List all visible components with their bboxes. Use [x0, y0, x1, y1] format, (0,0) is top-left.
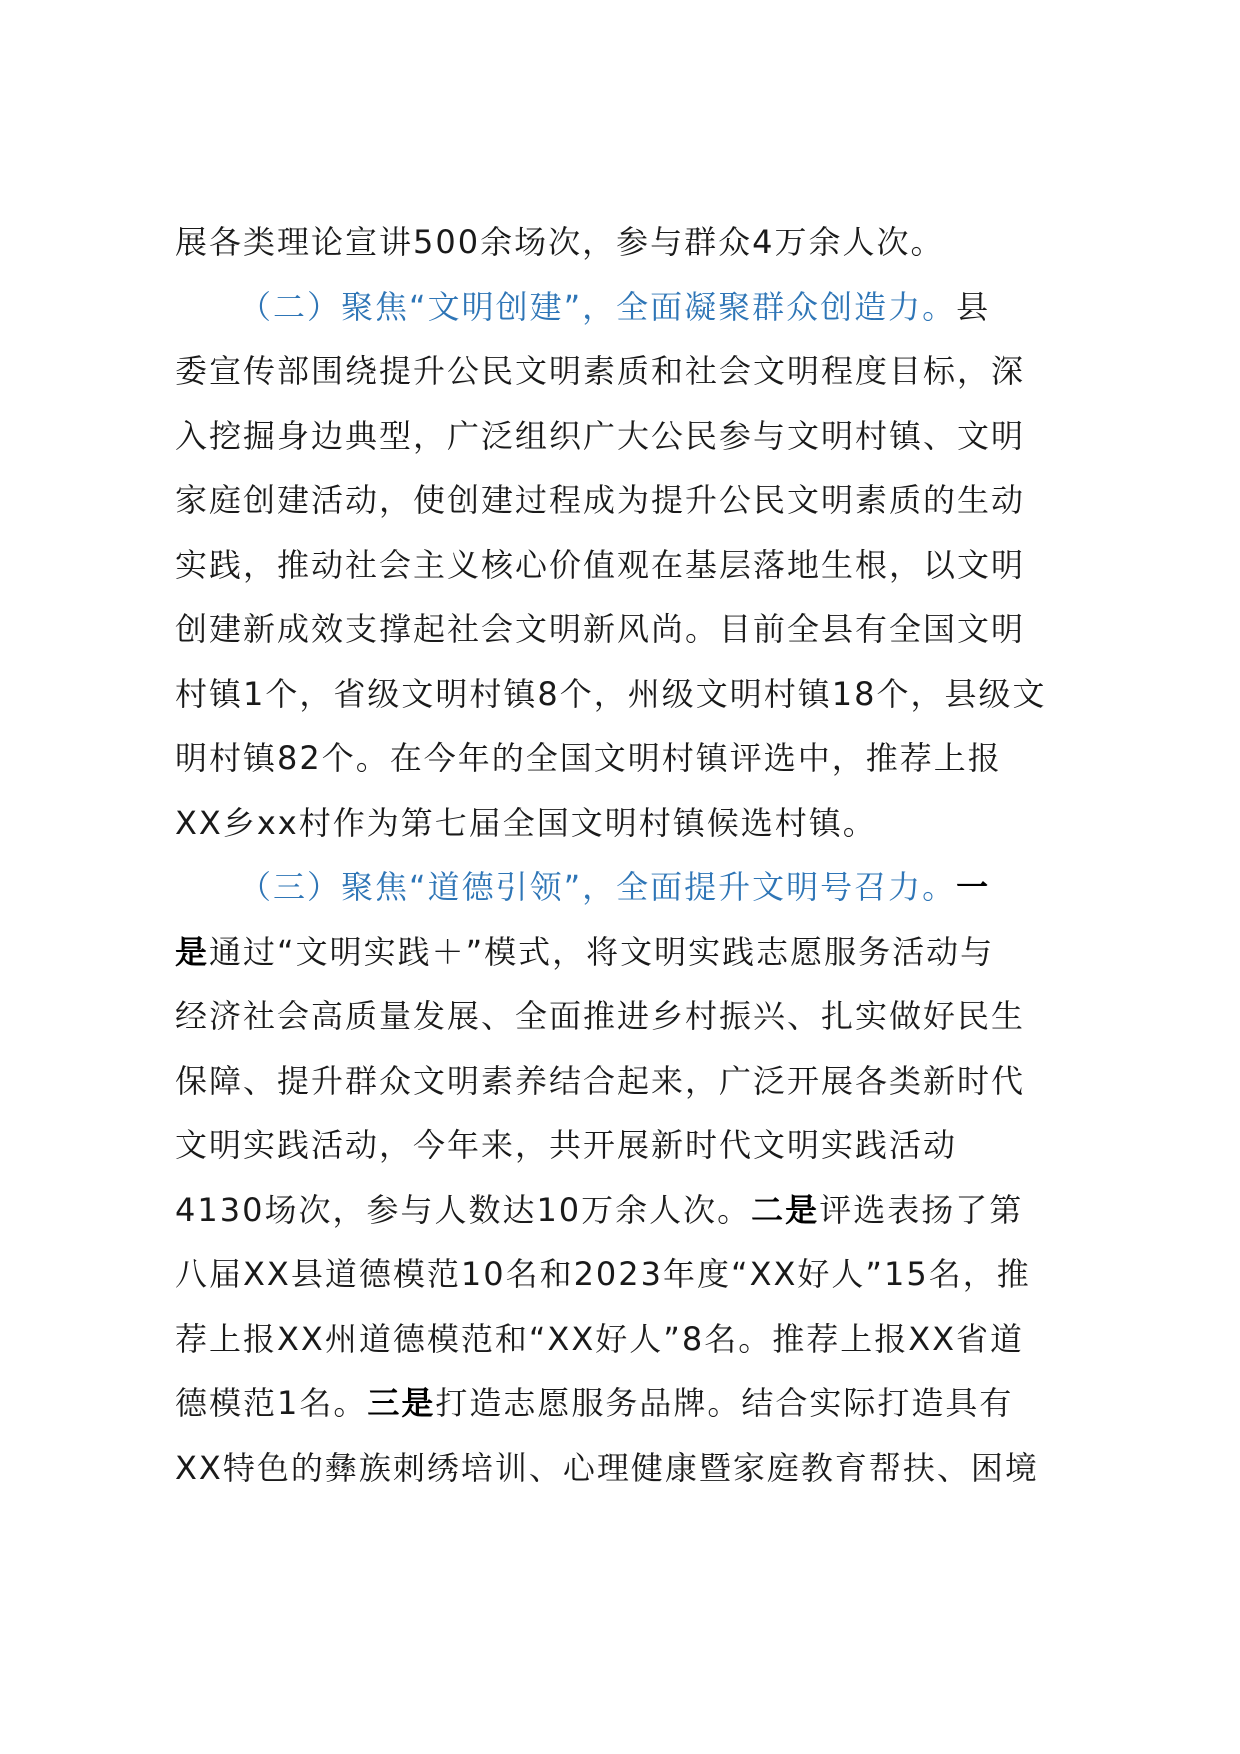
text-line [175, 339, 1120, 404]
paragraph [175, 855, 1120, 1500]
body-text: 实践，推动社会主义核心价值观在基层落地生根，以文明 [175, 545, 1026, 584]
body-text: 通过“文明实践＋”模式，将文明实践志愿服务活动与 [209, 932, 995, 971]
body-text: 4130场次，参与人数达10万余人次。 [175, 1190, 752, 1229]
paragraph [175, 210, 1120, 275]
emphasis-text: 二是 [751, 1190, 820, 1229]
text-line [175, 210, 1120, 275]
body-text: 县 [956, 287, 991, 326]
text-line [175, 662, 1120, 727]
body-text: 明村镇82个。在今年的全国文明村镇评选中，推荐上报 [175, 739, 1002, 777]
text-line [175, 1113, 1120, 1178]
text-line [175, 468, 1120, 533]
body-text: 创建新成效支撑起社会文明新风尚。目前全县有全国文明 [175, 610, 1026, 648]
text-line [175, 984, 1120, 1049]
body-text: 家庭创建活动，使创建过程成为提升公民文明素质的生动 [175, 481, 1026, 519]
body-text: 荐上报XX州道德模范和“XX好人”8名。推荐上报XX省道 [175, 1319, 1025, 1358]
text-line [175, 855, 1120, 920]
section-heading: （二）聚焦“文明创建”，全面凝聚群众创造力。 [239, 287, 957, 326]
body-text: 展各类理论宣讲500余场次，参与群众4万余人次。 [175, 223, 945, 261]
body-text: 文明实践活动，今年来，共开展新时代文明实践活动 [175, 1126, 958, 1164]
text-line [175, 920, 1120, 985]
text-line [175, 404, 1120, 469]
body-text: 保障、提升群众文明素养结合起来，广泛开展各类新时代 [175, 1061, 1026, 1100]
body-text: 打造志愿服务品牌。结合实际打造具有 [435, 1384, 1014, 1422]
body-text: 入挖掘身边典型，广泛组织广大公民参与文明村镇、文明 [175, 416, 1026, 455]
paragraph [175, 275, 1120, 856]
text-line [175, 726, 1120, 791]
text-line [175, 1436, 1120, 1501]
body-text: XX特色的彝族刺绣培训、心理健康暨家庭教育帮扶、困境 [175, 1448, 1039, 1487]
text-line [175, 1242, 1120, 1307]
section-heading: （三）聚焦“道德引领”，全面提升文明号召力。 [239, 868, 957, 906]
text-line [175, 791, 1120, 856]
body-text: 评选表扬了第 [819, 1190, 1024, 1229]
body-text: 八届XX县道德模范10名和2023年度“XX好人”15名，推 [175, 1255, 1031, 1293]
body-text: 委宣传部围绕提升公民文明素质和社会文明程度目标，深 [175, 352, 1026, 390]
body-text: 德模范1名。 [175, 1384, 368, 1422]
text-line [175, 533, 1120, 598]
emphasis-text: 三是 [367, 1384, 436, 1422]
document-body [175, 210, 1120, 1500]
emphasis-text: 是 [175, 932, 210, 971]
text-line [175, 1371, 1120, 1436]
text-line [175, 1049, 1120, 1114]
text-line [175, 1178, 1120, 1243]
body-text: 村镇1个，省级文明村镇8个，州级文明村镇18个，县级文 [175, 674, 1047, 713]
emphasis-text: 一 [956, 868, 991, 906]
text-line [175, 275, 1120, 340]
body-text: XX乡xx村作为第七届全国文明村镇候选村镇。 [175, 803, 877, 842]
text-line [175, 597, 1120, 662]
text-line [175, 1307, 1120, 1372]
body-text: 经济社会高质量发展、全面推进乡村振兴、扎实做好民生 [175, 997, 1026, 1035]
